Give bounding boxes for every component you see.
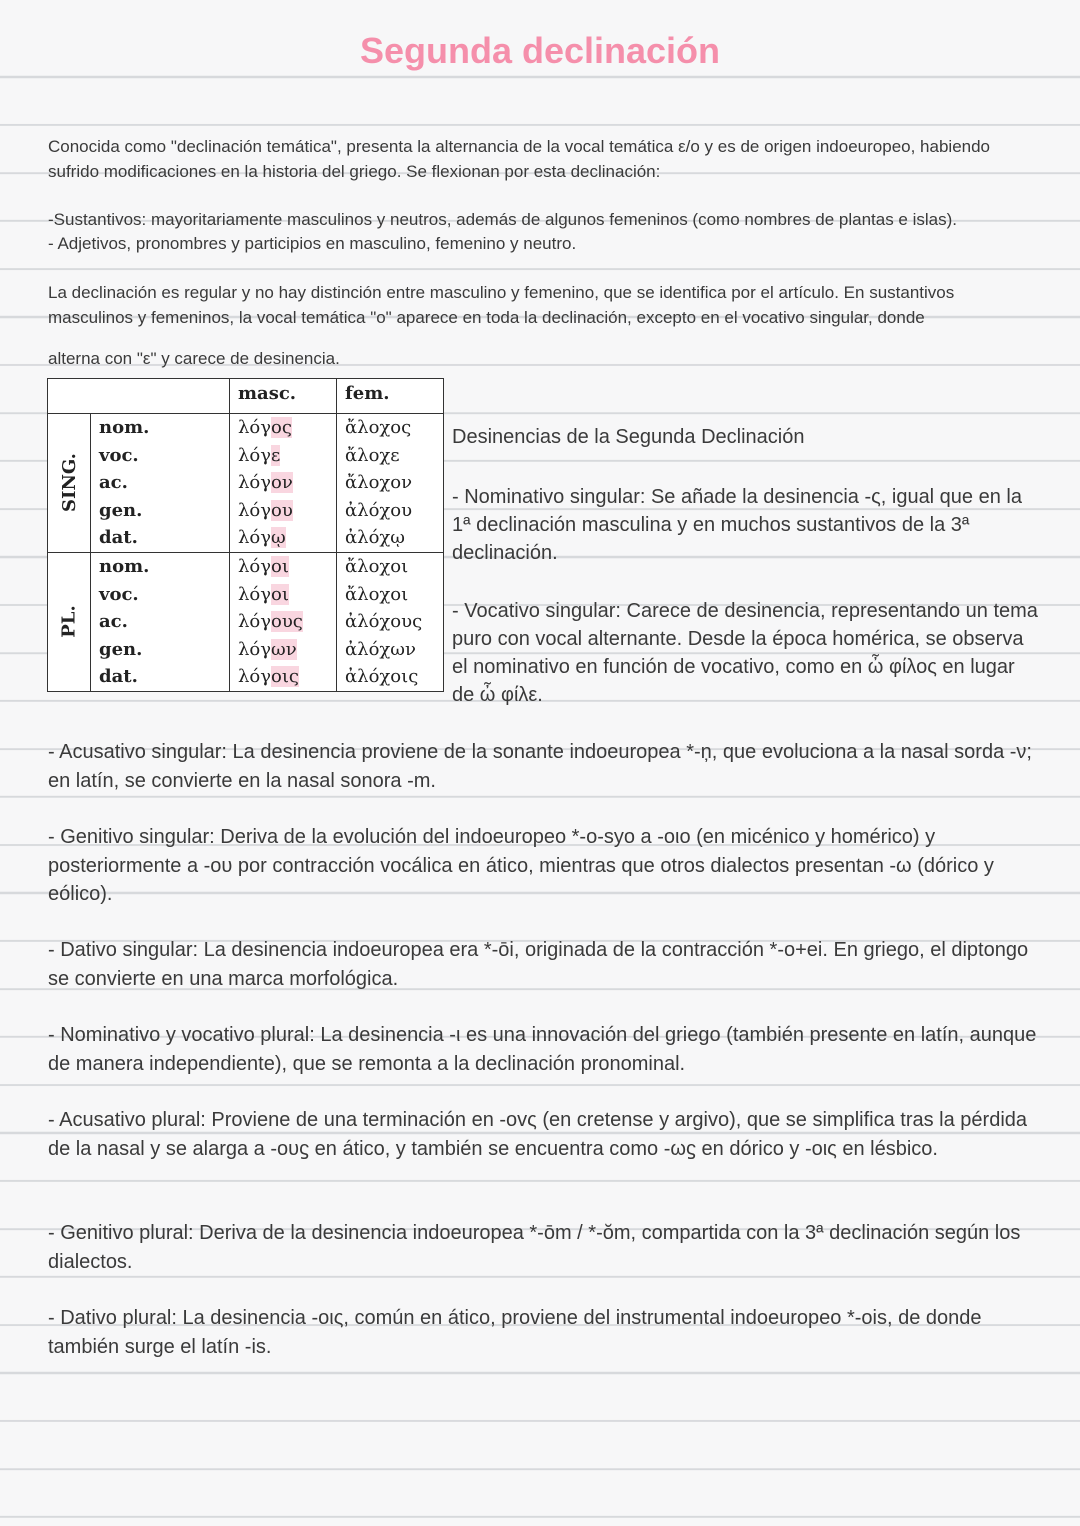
ending: ε xyxy=(271,444,281,466)
case-label: dat. xyxy=(99,666,138,688)
stem: λόγ xyxy=(238,417,272,438)
endings-heading: Desinencias de la Segunda Declinación xyxy=(452,426,805,448)
masc-form xyxy=(230,553,336,581)
stem: λόγ xyxy=(238,499,272,521)
ending: οις xyxy=(271,666,299,688)
masc-form xyxy=(230,524,336,552)
table-corner xyxy=(48,379,230,414)
fem-form: ἄλοχος xyxy=(345,417,412,438)
ending: ον xyxy=(271,472,293,494)
list-item-adjetivos: - Adjetivos, pronombres y participios en masculino, femenino y neutro. xyxy=(48,234,577,253)
masc-form xyxy=(230,581,336,609)
masc-form xyxy=(230,414,336,442)
intro-paragraph: Conocida como "declinación temática", presenta la alternancia de la vocal temática ε/o y es de origen indoeuropeo, habiendo sufrido modificaciones en la historia del griego. Se flexionan por esta declinación: xyxy=(48,137,991,181)
masc-form xyxy=(230,663,336,691)
singular-fem-forms xyxy=(337,414,444,553)
note-nominative-singular: - Nominativo singular: Se añade la desinencia -ς, igual que en la 1ª declinación masculina y en muchos sustantivos de la 3ª declinación. xyxy=(452,486,1022,564)
masc-form xyxy=(230,469,336,497)
fem-form: ἀλόχων xyxy=(345,638,416,660)
stem: λόγ xyxy=(238,527,272,549)
masc-form xyxy=(230,442,336,470)
ending: ων xyxy=(271,638,297,660)
case-label: voc. xyxy=(99,444,139,466)
stem: λόγ xyxy=(238,666,272,688)
singular-masc-forms xyxy=(230,414,337,553)
case-label: dat. xyxy=(99,527,138,549)
stem: λόγ xyxy=(238,638,272,660)
stem: λόγ xyxy=(238,472,272,494)
note-dative-singular: - Dativo singular: La desinencia indoeuropea era *-ōi, originada de la contracción *-o+ei. En griego, el diptongo se convierte en una marca morfológica. xyxy=(48,939,1029,990)
case-label: gen. xyxy=(99,638,143,660)
header-masc: masc. xyxy=(230,379,337,414)
ending: οι xyxy=(271,555,289,577)
case-label: gen. xyxy=(99,499,143,521)
ending: ους xyxy=(271,611,303,633)
fem-form: ἄλοχοι xyxy=(345,583,409,605)
fem-form: ἄλοχον xyxy=(345,472,413,494)
note-genitive-plural: - Genitivo plural: Deriva de la desinencia indoeuropea *-ōm / *-ŏm, compartida con la 3ª declinación según los dialectos. xyxy=(48,1222,1021,1273)
note-dative-plural: - Dativo plural: La desinencia -οις, común en ático, proviene del instrumental indoeuropeo *-ois, de donde también surge el latín -is. xyxy=(48,1307,982,1358)
fem-form: ἀλόχου xyxy=(345,499,413,521)
case-label: nom. xyxy=(99,555,150,577)
ending: ος xyxy=(271,417,292,438)
stem: λόγ xyxy=(238,583,272,605)
masc-form xyxy=(230,497,336,525)
case-label: ac. xyxy=(99,472,128,494)
note-vocative-singular: - Vocativo singular: Carece de desinencia, representando un tema puro con vocal alternante. Desde la época homérica, se observa el nominativo en función de vocativo, como en ὦ φίλος en lugar de ὦ φίλε. xyxy=(452,600,1038,706)
ending: οι xyxy=(271,583,289,605)
declension-table xyxy=(47,378,444,692)
singular-cases xyxy=(91,414,230,553)
page-title: Segunda declinación xyxy=(359,30,721,71)
plural-label: PL. xyxy=(58,605,80,639)
fem-form: ἀλόχους xyxy=(345,611,423,633)
note-genitive-singular: - Genitivo singular: Deriva de la evolución del indoeuropeo *-o-syo a -οιο (en micénico y homérico) y posteriormente a -oυ por contracción vocálica en ático, mientras que otros dialectos presentan -ω (dórico y eólico). xyxy=(48,826,994,905)
case-label: voc. xyxy=(99,583,139,605)
plural-fem-forms xyxy=(337,552,444,691)
stem: λόγ xyxy=(238,444,272,466)
fem-form: ἀλόχοις xyxy=(345,666,419,688)
list-item-sustantivos: -Sustantivos: mayoritariamente masculinos y neutros, además de algunos femeninos (como nombres de plantas e islas). xyxy=(48,210,957,229)
header-fem: fem. xyxy=(337,379,444,414)
case-label: nom. xyxy=(99,417,150,438)
plural-cases xyxy=(91,552,230,691)
note-accusative-plural: - Acusativo plural: Proviene de una terminación en -ovς (en cretense y argivo), que se simplifica tras la pérdida de la nasal y se alarga a -ουϛ en ático, y también se encuentra como -ωϛ en dórico y -οις en lésbico. xyxy=(48,1109,1028,1160)
ending: ῳ xyxy=(271,527,286,549)
note-nominative-plural: - Nominativo y vocativo plural: La desinencia -ι es una innovación del griego (también presente en latín, aunque de manera independiente), que se remonta a la declinación pronominal. xyxy=(48,1024,1037,1075)
singular-label: SING. xyxy=(58,453,80,513)
singular-label-cell xyxy=(48,414,91,553)
case-label: ac. xyxy=(99,611,128,633)
regularity-paragraph-end: alterna con "ε" y carece de desinencia. xyxy=(48,349,340,368)
plural-masc-forms xyxy=(230,552,337,691)
fem-form: ἄλοχοι xyxy=(345,555,409,577)
stem: λόγ xyxy=(238,611,272,633)
stem: λόγ xyxy=(238,555,272,577)
masc-form xyxy=(230,608,336,636)
regularity-paragraph: La declinación es regular y no hay distinción entre masculino y femenino, que se identifica por el artículo. En sustantivos masculinos y femeninos, la vocal temática "o" aparece en toda la declinación, excepto en el vocativo singular, donde xyxy=(48,283,955,327)
ending: ου xyxy=(271,499,293,521)
fem-form: ἄλοχε xyxy=(345,444,400,466)
note-accusative-singular: - Acusativo singular: La desinencia proviene de la sonante indoeuropea *-ņ, que evoluciona a la nasal sorda -ν; en latín, se convierte en la nasal sonora -m. xyxy=(48,741,1032,792)
fem-form: ἀλόχῳ xyxy=(345,527,405,549)
plural-label-cell xyxy=(48,552,91,691)
masc-form xyxy=(230,636,336,664)
